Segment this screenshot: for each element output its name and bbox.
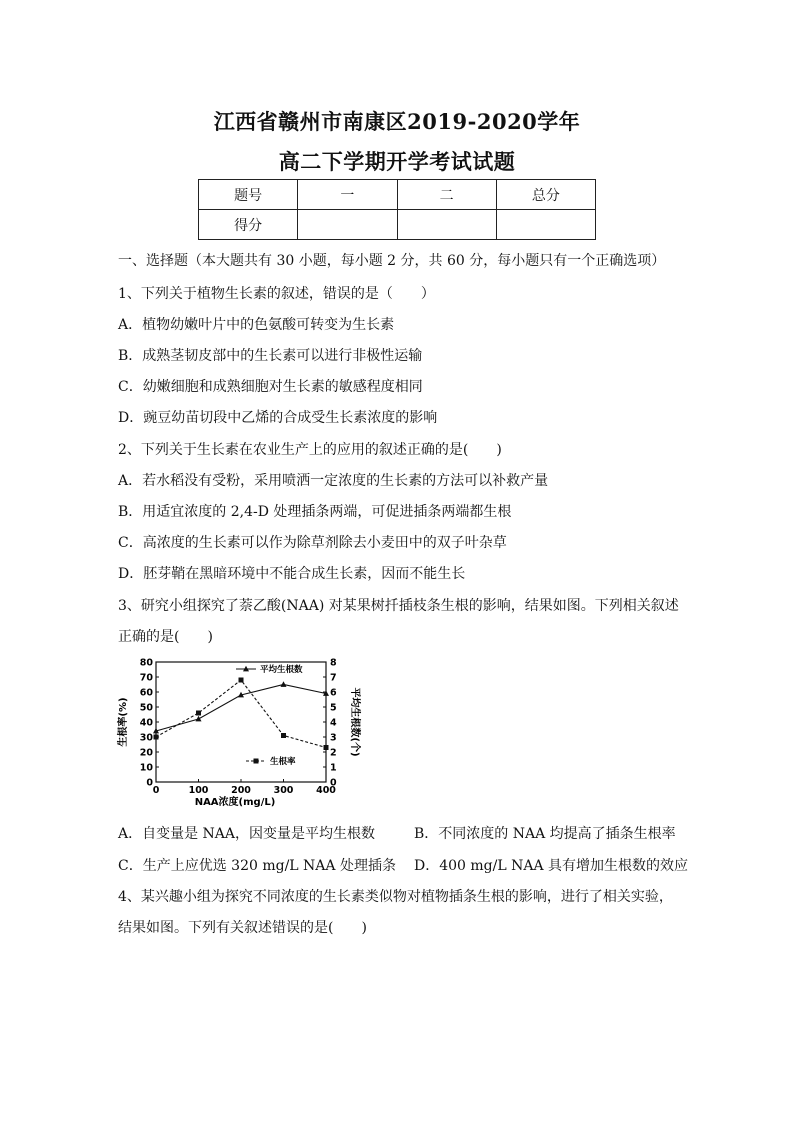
y-left-tick-label: 30 <box>139 732 153 744</box>
y-right-tick-label: 0 <box>330 777 337 789</box>
y-right-tick-label: 2 <box>330 747 337 759</box>
y-left-tick-label: 0 <box>146 777 153 789</box>
y-right-tick-label: 8 <box>330 657 337 669</box>
y-left-axis-label: 生根率(%) <box>118 697 129 747</box>
score-table-header-row <box>199 180 596 210</box>
question-3-option-a: A．自变量是 NAA，因变量是平均生根数 <box>118 826 376 842</box>
score-header-cell: 一 <box>298 180 397 210</box>
x-tick-label: 400 <box>316 785 336 796</box>
question-3-stem-line1: 3、研究小组探究了萘乙酸(NAA) 对某果树扦插枝条生根的影响，结果如图。下列相关叙述 <box>118 598 679 614</box>
score-header-cell: 题号 <box>199 180 298 210</box>
question-2-option-a: A．若水稻没有受粉，采用喷洒一定浓度的生长素的方法可以补救产量 <box>118 473 549 489</box>
y-right-tick-label: 5 <box>330 702 337 714</box>
series-line <box>156 685 326 732</box>
question-3-stem-line2: 正确的是( ) <box>118 629 213 645</box>
y-left-tick-label: 70 <box>139 672 153 684</box>
y-left-tick-label: 50 <box>139 702 153 714</box>
score-cell[interactable] <box>298 210 397 240</box>
score-header-cell: 二 <box>397 180 496 210</box>
x-tick-label: 200 <box>231 785 251 796</box>
data-point-square <box>281 733 286 738</box>
data-point-square <box>154 735 159 740</box>
question-2-stem: 2、下列关于生长素在农业生产上的应用的叙述正确的是( ) <box>118 442 502 458</box>
y-right-tick-label: 3 <box>330 732 337 744</box>
x-tick-label: 0 <box>152 785 160 796</box>
y-left-tick-label: 80 <box>139 657 153 669</box>
x-axis-label: NAA浓度(mg/L) <box>194 797 276 807</box>
naa-rooting-chart <box>114 655 374 807</box>
x-tick-label: 100 <box>188 785 209 796</box>
question-1-option-d: D．豌豆幼苗切段中乙烯的合成受生长素浓度的影响 <box>118 410 438 426</box>
data-point-square <box>324 745 329 750</box>
x-tick-label: 300 <box>273 785 294 796</box>
question-2-option-c: C．高浓度的生长素可以作为除草剂除去小麦田中的双子叶杂草 <box>118 535 507 551</box>
legend-label: 平均生根数 <box>260 665 303 675</box>
data-point-triangle <box>196 716 202 722</box>
y-right-tick-label: 7 <box>330 672 337 684</box>
exam-title-line1: 江西省赣州市南康区2019-2020学年 <box>213 109 581 134</box>
score-cell[interactable] <box>397 210 496 240</box>
question-1-stem: 1、下列关于植物生长素的叙述，错误的是（ ） <box>118 286 435 302</box>
data-point-triangle <box>281 681 287 687</box>
y-right-tick-label: 6 <box>330 687 337 699</box>
legend-label: 生根率 <box>270 757 296 767</box>
question-3-option-d: D．400 mg/L NAA 具有增加生根数的效应 <box>414 858 689 874</box>
question-4-stem-line1: 4、某兴趣小组为探究不同浓度的生长素类似物对植物插条生根的影响，进行了相关实验， <box>118 889 673 905</box>
question-1-option-b: B．成熟茎韧皮部中的生长素可以进行非极性运输 <box>118 348 423 364</box>
series-line <box>156 680 326 748</box>
y-right-tick-label: 1 <box>330 762 337 774</box>
question-1-option-a: A．植物幼嫩叶片中的色氨酸可转变为生长素 <box>118 317 395 333</box>
y-right-tick-label: 4 <box>330 717 337 729</box>
legend-marker-square <box>254 759 259 764</box>
data-point-square <box>196 711 201 716</box>
section-heading: 一、选择题（本大题共有 30 小题，每小题 2 分，共 60 分，每小题只有一个正确选项） <box>118 253 666 269</box>
score-table <box>198 179 596 240</box>
score-cell[interactable] <box>496 210 595 240</box>
question-3-option-b: B．不同浓度的 NAA 均提高了插条生根率 <box>414 826 676 842</box>
data-point-square <box>239 678 244 683</box>
score-header-cell: 总分 <box>496 180 595 210</box>
exam-title-line2: 高二下学期开学考试试题 <box>278 149 516 174</box>
question-2-option-d: D．胚芽鞘在黑暗环境中不能合成生长素，因而不能生长 <box>118 566 466 582</box>
question-4-stem-line2: 结果如图。下列有关叙述错误的是( ) <box>118 920 367 936</box>
y-left-tick-label: 40 <box>139 717 153 729</box>
y-left-tick-label: 10 <box>139 762 153 774</box>
question-3-option-c: C．生产上应优选 320 mg/L NAA 处理插条 <box>118 858 396 874</box>
question-1-option-c: C．幼嫩细胞和成熟细胞对生长素的敏感程度相同 <box>118 379 423 395</box>
score-table-row <box>199 210 596 240</box>
score-row-label: 得分 <box>199 210 298 240</box>
y-left-tick-label: 60 <box>139 687 153 699</box>
y-left-tick-label: 20 <box>139 747 153 759</box>
y-right-axis-label: 平均生根数(个) <box>349 687 360 757</box>
question-2-option-b: B．用适宜浓度的 2,4-D 处理插条两端，可促进插条两端都生根 <box>118 504 512 520</box>
